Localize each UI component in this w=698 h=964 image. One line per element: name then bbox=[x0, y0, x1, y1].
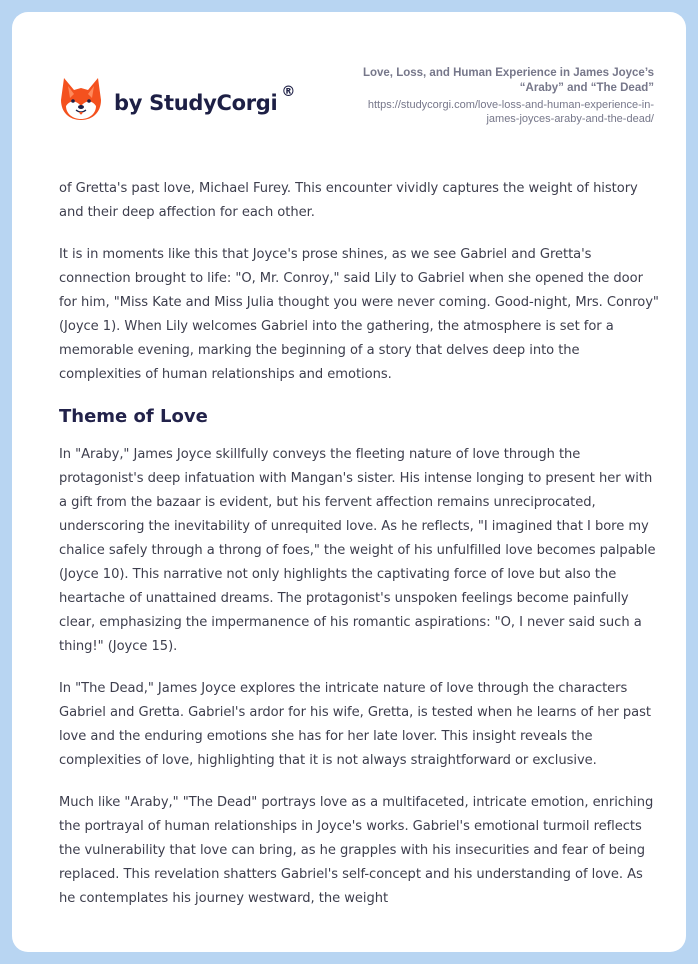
paragraph: In "Araby," James Joyce skillfully conveys the fleeting nature of love through the protagonist's deep infatuation with Mangan's sister. His intense longing to present her with a gift from the bazaar is evident, but his fervent affection remains unreciprocated, underscoring the inevitability of unrequited love. As he reflects, "I imagined that I bore my chalice safely through a throng of foes," the weight of his unfulfilled love becomes palpable (Joyce 10). This narrative not only highlights the captivating force of love but also the heartache of unattained dreams. The protagonist's unspoken feelings become painfully clear, emphasizing the impermanence of his romantic aspirations: "O, I never said such a thing!" (Joyce 15). bbox=[59, 447, 656, 654]
document-title-line-2: “Araby” and “The Dead” bbox=[519, 82, 654, 94]
paragraph: of Gretta's past love, Michael Furey. This encounter vividly captures the weight of history and their deep affection for each other. bbox=[59, 181, 638, 220]
page-header bbox=[12, 12, 686, 162]
studycorgi-logo[interactable] bbox=[60, 76, 295, 122]
paragraph: In "The Dead," James Joyce explores the intricate nature of love through the characters Gabriel and Gretta. Gabriel's ardor for his wife, Gretta, is tested when he learns of her past love and the enduring emotions she has for her late lover. This insight reveals the complexities of love, highlighting that it is not always straightforward or exclusive. bbox=[59, 681, 651, 768]
document-url-line-1[interactable]: https://studycorgi.com/love-loss-and-human-experience-in- bbox=[367, 99, 654, 111]
document-info bbox=[314, 66, 654, 126]
corgi-logo-icon bbox=[60, 76, 102, 122]
document-title-line-1: Love, Loss, and Human Experience in James Joyce’s bbox=[362, 67, 654, 79]
paragraph: It is in moments like this that Joyce's prose shines, as we see Gabriel and Gretta's connection brought to life: "O, Mr. Conroy," said Lily to Gabriel when she opened the door for him, "Miss Kate and Miss Julia thought you were never coming. Good-night, Mrs. Conroy" (Joyce 1). When Lily welcomes Gabriel into the gathering, the atmosphere is set for a memorable evening, marking the beginning of a story that delves deep into the complexities of human relationships and emotions. bbox=[59, 247, 659, 382]
document-title bbox=[314, 66, 654, 96]
document-url-line-2[interactable]: james-joyces-araby-and-the-dead/ bbox=[486, 113, 654, 125]
article-body bbox=[59, 177, 659, 929]
logo-text: by StudyCorgi bbox=[114, 91, 278, 115]
document-page bbox=[12, 12, 686, 952]
section-heading: Theme of Love bbox=[59, 406, 208, 427]
document-url[interactable] bbox=[314, 98, 654, 126]
registered-mark: ® bbox=[281, 84, 296, 100]
paragraph: Much like "Araby," "The Dead" portrays love as a multifaceted, intricate emotion, enriching the portrayal of human relationships in Joyce's works. Gabriel's emotional turmoil reflects the vulnerability that love can bring, as he grapples with his insecurities and fear of being replaced. This revelation shatters Gabriel's self-concept and his understanding of love. As he contemplates his journey westward, the weight bbox=[59, 795, 654, 906]
